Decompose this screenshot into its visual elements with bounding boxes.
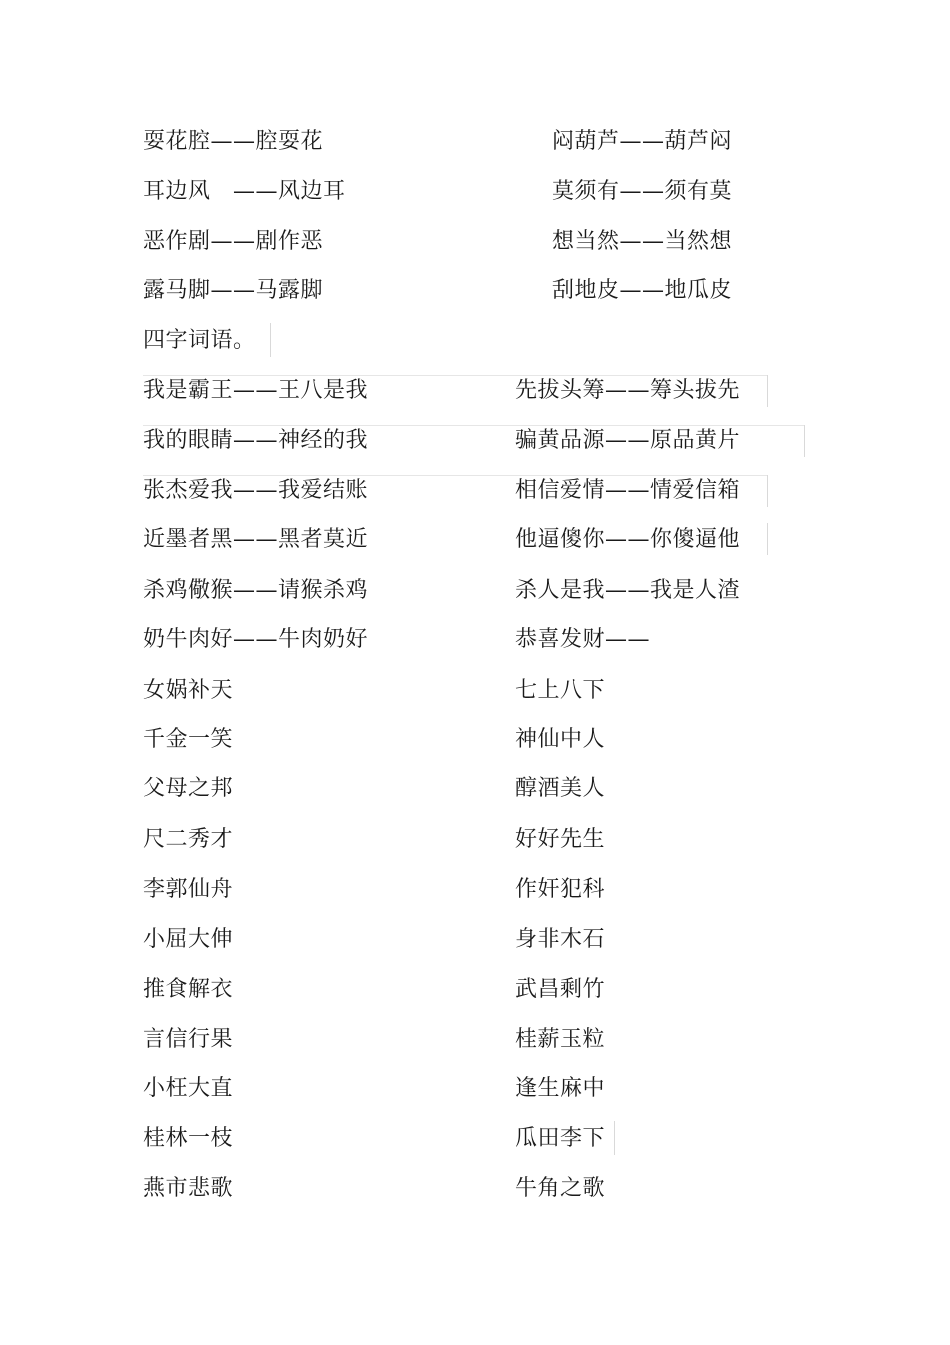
four-char-pair-5-left: 杀鸡儆猴——请猴杀鸡 (143, 578, 369, 603)
three-char-pair-4-left: 露马脚——马露脚 (143, 278, 324, 303)
idiom-9-left: 小枉大直 (143, 1076, 234, 1101)
four-char-pair-6-right: 恭喜发财—— (515, 627, 651, 652)
four-char-pair-4-right: 他逼傻你——你傻逼他 (515, 527, 741, 552)
idiom-2-right: 神仙中人 (515, 727, 606, 752)
three-char-pair-3-left: 恶作剧——剧作恶 (143, 229, 324, 254)
four-char-pair-3-left: 张杰爱我——我爱结账 (143, 478, 369, 503)
table-rule (143, 475, 767, 476)
table-rule (143, 375, 767, 376)
table-rule (143, 425, 805, 426)
table-rule (614, 1121, 615, 1155)
idiom-1-right: 七上八下 (515, 678, 606, 703)
idiom-3-left: 父母之邦 (143, 776, 234, 801)
idiom-2-left: 千金一笑 (143, 727, 234, 752)
idiom-8-right: 桂薪玉粒 (515, 1027, 606, 1052)
three-char-pair-2-right: 莫须有——须有莫 (552, 179, 733, 204)
three-char-pair-3-right: 想当然——当然想 (552, 229, 733, 254)
table-rule (767, 523, 768, 555)
idiom-7-right: 武昌剩竹 (515, 977, 606, 1002)
four-char-pair-2-left: 我的眼睛——神经的我 (143, 428, 369, 453)
three-char-pair-2-left: 耳边风 ——风边耳 (143, 179, 346, 204)
table-rule (804, 425, 805, 457)
idiom-11-right: 牛角之歌 (515, 1176, 606, 1201)
idiom-5-left: 李郭仙舟 (143, 877, 234, 902)
four-char-pair-4-left: 近墨者黑——黑者莫近 (143, 527, 369, 552)
idiom-4-right: 好好先生 (515, 827, 606, 852)
section-heading: 四字词语。 (143, 328, 256, 353)
four-char-pair-5-right: 杀人是我——我是人渣 (515, 578, 741, 603)
idiom-10-left: 桂林一枝 (143, 1126, 234, 1151)
four-char-pair-1-left: 我是霸王——王八是我 (143, 378, 369, 403)
idiom-11-left: 燕市悲歌 (143, 1176, 234, 1201)
three-char-pair-4-right: 刮地皮——地瓜皮 (552, 278, 733, 303)
idiom-8-left: 言信行果 (143, 1027, 234, 1052)
four-char-pair-6-left: 奶牛肉好——牛肉奶好 (143, 627, 369, 652)
idiom-5-right: 作奸犯科 (515, 877, 606, 902)
idiom-4-left: 尺二秀才 (143, 827, 234, 852)
idiom-6-left: 小屈大伸 (143, 927, 234, 952)
four-char-pair-3-right: 相信爱情——情爱信箱 (515, 478, 741, 503)
four-char-pair-1-right: 先拔头筹——筹头拔先 (515, 378, 741, 403)
idiom-6-right: 身非木石 (515, 927, 606, 952)
table-rule (767, 375, 768, 407)
idiom-3-right: 醇酒美人 (515, 776, 606, 801)
idiom-1-left: 女娲补天 (143, 678, 234, 703)
heading-divider (270, 323, 271, 357)
idiom-9-right: 逢生麻中 (515, 1076, 606, 1101)
idiom-7-left: 推食解衣 (143, 977, 234, 1002)
table-rule (767, 475, 768, 507)
four-char-pair-2-right: 骗黄品源——原品黄片 (515, 428, 741, 453)
idiom-10-right: 瓜田李下 (515, 1126, 606, 1151)
three-char-pair-1-right: 闷葫芦——葫芦闷 (552, 129, 733, 154)
three-char-pair-1-left: 耍花腔——腔耍花 (143, 129, 324, 154)
